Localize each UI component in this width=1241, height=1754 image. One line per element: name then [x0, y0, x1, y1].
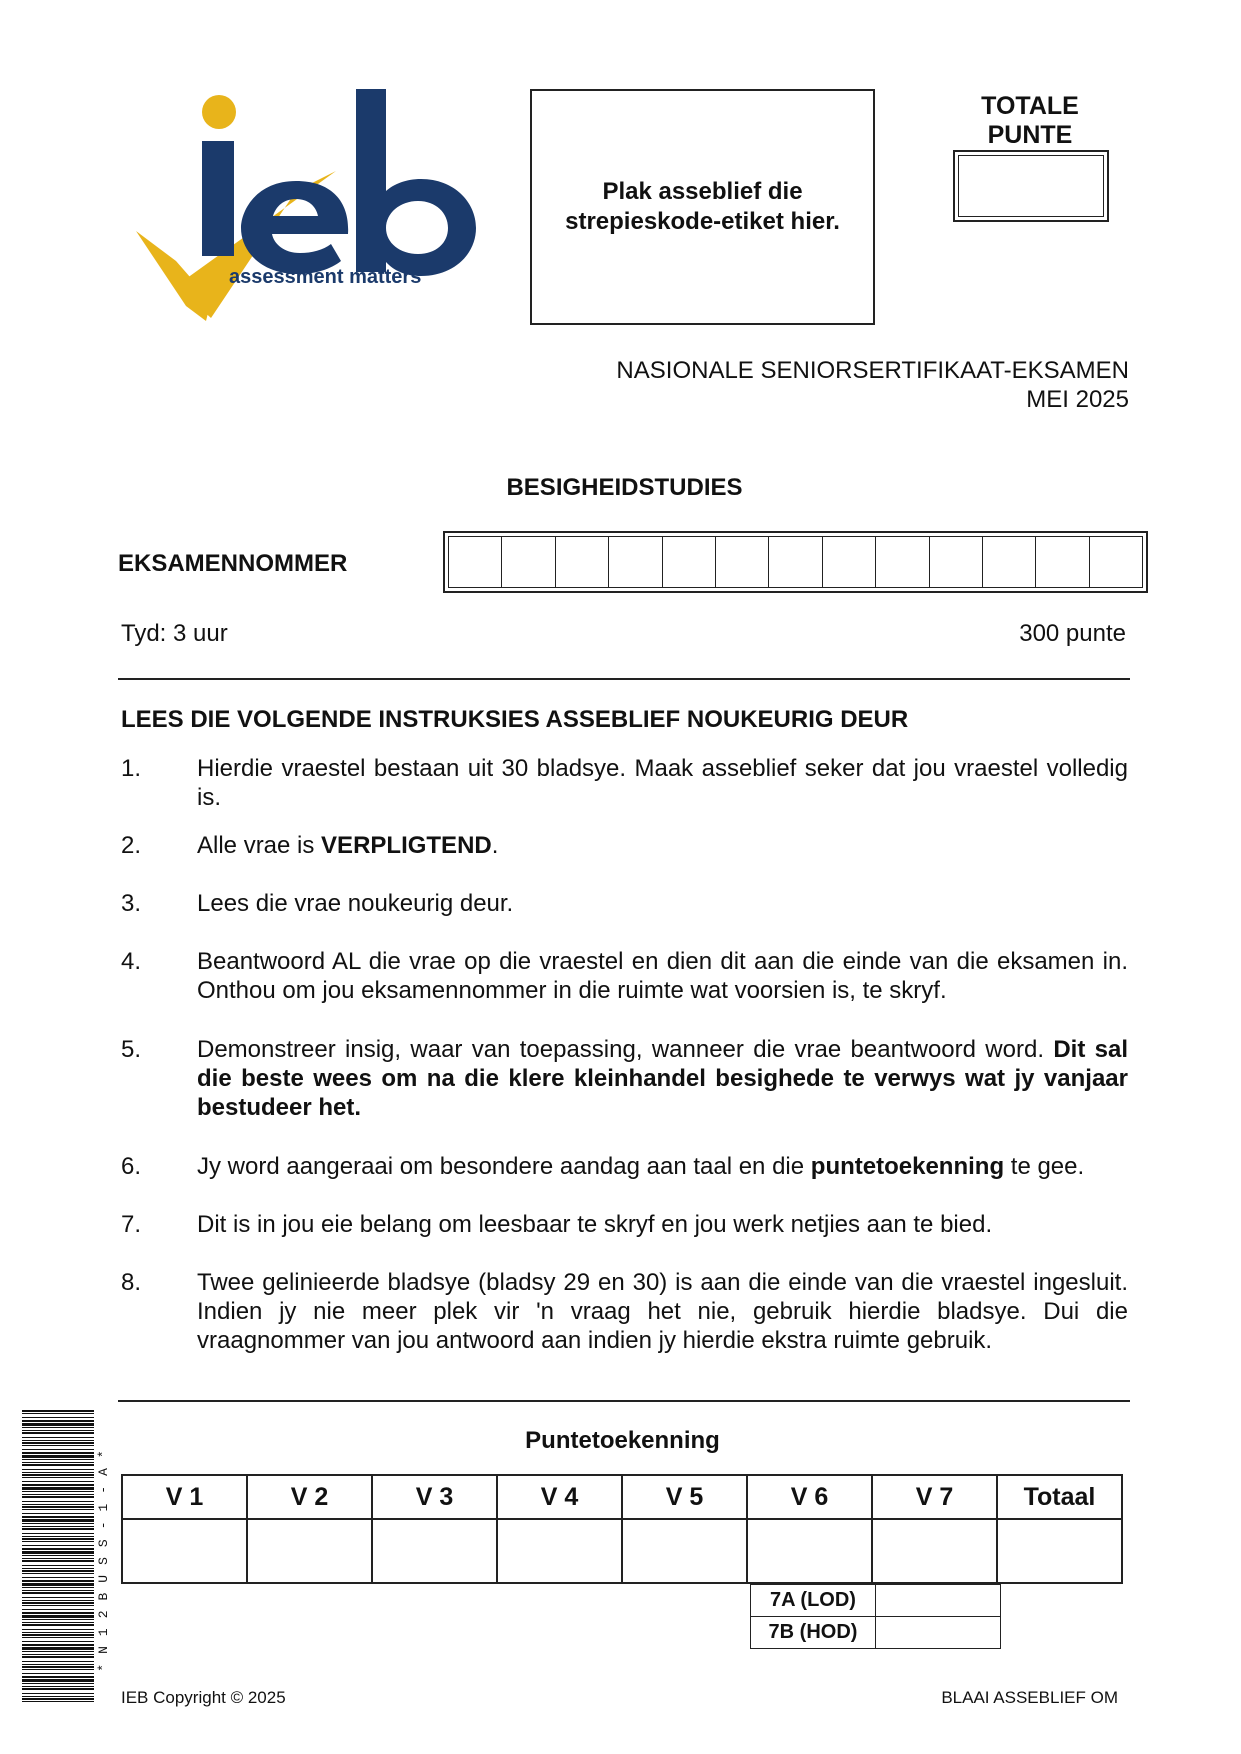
barcode-bar — [22, 1673, 94, 1674]
barcode-bar — [22, 1583, 94, 1586]
barcode-bar — [22, 1432, 94, 1434]
barcode-bar — [22, 1624, 94, 1626]
exam-number-grid[interactable] — [443, 531, 1148, 593]
barcode-bar — [22, 1472, 94, 1473]
exam-name-line1: NASIONALE SENIORSERTIFIKAAT-EKSAMEN — [616, 357, 1129, 384]
barcode-bar — [22, 1661, 94, 1662]
exam-number-cell[interactable] — [983, 537, 1036, 587]
barcode-bar — [22, 1464, 94, 1466]
instruction-item: 2. Alle vrae is VERPLIGTEND. — [121, 832, 499, 859]
barcode-bar — [22, 1629, 94, 1630]
lod-mark-cell[interactable] — [876, 1585, 1001, 1617]
barcode-bar — [22, 1651, 94, 1652]
marks-allocation-heading: Puntetoekenning — [525, 1427, 720, 1454]
barcode-bar — [22, 1545, 94, 1546]
barcode-bar — [22, 1501, 94, 1502]
barcode-bar — [22, 1683, 94, 1684]
barcode-bar — [22, 1676, 94, 1678]
hod-mark-cell[interactable] — [876, 1617, 1001, 1649]
barcode-bar — [22, 1600, 94, 1601]
barcode-bar — [22, 1580, 94, 1582]
barcode-bar — [22, 1560, 94, 1562]
barcode-bar — [22, 1533, 94, 1534]
barcode-bar — [22, 1654, 94, 1655]
instruction-item: 6. Jy word aangeraai om besondere aandag aan taal en die puntetoekenning te gee. — [121, 1153, 1085, 1180]
barcode-bar — [22, 1491, 94, 1492]
footer-turn-over: BLAAI ASSEBLIEF OM — [941, 1688, 1118, 1707]
barcode-bar — [22, 1410, 94, 1412]
column-header: V 7 — [872, 1475, 997, 1519]
lod-label: 7A (LOD) — [751, 1585, 876, 1617]
instructions-heading: LEES DIE VOLGENDE INSTRUKSIES ASSEBLIEF NOUKEURIG DEUR — [121, 706, 909, 733]
exam-number-cell[interactable] — [769, 537, 822, 587]
mark-cell[interactable] — [497, 1519, 622, 1583]
marks-allocation-table — [121, 1474, 1123, 1584]
exam-number-cell[interactable] — [1090, 537, 1142, 587]
exam-number-cell[interactable] — [663, 537, 716, 587]
barcode-bar — [22, 1587, 94, 1588]
barcode-bar — [22, 1481, 94, 1482]
column-header: V 1 — [122, 1475, 247, 1519]
mark-cell[interactable] — [122, 1519, 247, 1583]
column-header: V 6 — [747, 1475, 872, 1519]
barcode-bar — [22, 1701, 94, 1702]
barcode-bar — [22, 1605, 94, 1606]
barcode-bar — [22, 1519, 94, 1522]
barcode-bar — [22, 1637, 94, 1638]
barcode-bar — [22, 1455, 94, 1458]
barcode-bar — [22, 1615, 94, 1618]
exam-number-cell[interactable] — [1036, 537, 1089, 587]
exam-number-cell[interactable] — [716, 537, 769, 587]
side-barcode — [22, 1410, 94, 1702]
barcode-bar — [22, 1440, 94, 1441]
barcode-bar — [22, 1523, 94, 1524]
barcode-bar — [22, 1558, 94, 1559]
barcode-bar — [22, 1417, 94, 1418]
barcode-bar — [22, 1688, 94, 1690]
barcode-bar — [22, 1647, 94, 1650]
barcode-bar — [22, 1644, 94, 1646]
exam-number-cell[interactable] — [502, 537, 555, 587]
exam-number-cell[interactable] — [876, 537, 929, 587]
barcode-bar — [22, 1528, 94, 1530]
barcode-bar — [22, 1548, 94, 1550]
barcode-bar — [22, 1445, 94, 1446]
barcode-bar — [22, 1619, 94, 1620]
exam-name — [616, 356, 1129, 414]
instruction-item: 7. Dit is in jou eie belang om leesbaar te skryf en jou werk netjies aan te bied. — [121, 1211, 993, 1238]
barcode-bar — [22, 1437, 94, 1438]
barcode-bar — [22, 1459, 94, 1460]
barcode-bar — [22, 1536, 94, 1537]
moderation-table — [750, 1584, 1001, 1649]
mark-cell[interactable] — [247, 1519, 372, 1583]
instruction-item: 4. Beantwoord AL die vrae op die vraestel en dien dit aan die einde van die eksamen in. Onthou om jou eksamennommer in die ruimte wat voorsien is, te skryf. — [121, 948, 1128, 1004]
barcode-bar — [22, 1541, 94, 1542]
barcode-bar — [22, 1504, 94, 1505]
barcode-bar — [22, 1656, 94, 1658]
ieb-logo — [136, 86, 496, 326]
total-title-line1: TOTALE — [981, 92, 1079, 120]
barcode-bar — [22, 1577, 94, 1578]
barcode-bar — [22, 1632, 94, 1633]
barcode-label-box — [530, 89, 875, 325]
barcode-bar — [22, 1496, 94, 1498]
mark-cell[interactable] — [747, 1519, 872, 1583]
barcode-bar — [22, 1420, 94, 1422]
exam-number-cell[interactable] — [449, 537, 502, 587]
barcode-bar — [22, 1555, 94, 1556]
barcode-label-line1: Plak asseblief die — [602, 178, 803, 205]
barcode-bar — [22, 1423, 94, 1426]
barcode-bar — [22, 1538, 94, 1540]
barcode-bar — [22, 1698, 94, 1700]
barcode-bar — [22, 1686, 94, 1687]
barcode-bar — [22, 1462, 94, 1463]
exam-number-cell[interactable] — [823, 537, 876, 587]
barcode-bar — [22, 1526, 94, 1527]
barcode-bar — [22, 1516, 94, 1518]
barcode-bar — [22, 1664, 94, 1665]
barcode-bar — [22, 1622, 94, 1623]
barcode-bar — [22, 1449, 94, 1450]
barcode-bar — [22, 1568, 94, 1569]
barcode-bar — [22, 1696, 94, 1697]
exam-number-cell[interactable] — [930, 537, 983, 587]
instruction-item: 1. Hierdie vraestel bestaan uit 30 bladsye. Maak asseblief seker dat jou vraestel volledig is. — [121, 755, 1128, 811]
total-title-line2: PUNTE — [987, 121, 1073, 149]
divider — [118, 1400, 1130, 1402]
barcode-bar — [22, 1442, 94, 1444]
barcode-bar — [22, 1513, 94, 1514]
barcode-bar — [22, 1509, 94, 1510]
barcode-bar — [22, 1565, 94, 1566]
exam-number-cell[interactable] — [609, 537, 662, 587]
barcode-bar — [22, 1427, 94, 1428]
subject-title: BESIGHEIDSTUDIES — [506, 474, 743, 501]
barcode-bar — [22, 1666, 94, 1668]
barcode-bar — [22, 1452, 94, 1454]
instruction-item: 8. Twee gelinieerde bladsye (bladsy 29 en 30) is aan die einde van die vraestel ingesluit. Indien jy nie meer plek vir 'n vraag het nie, gebruik hierdie bladsye. Dui die vraagnommer van jou antwoord aan indien jy hierdie ekstra ruimte gebruik. — [121, 1269, 1128, 1354]
mark-cell[interactable] — [622, 1519, 747, 1583]
column-header: V 2 — [247, 1475, 372, 1519]
column-header: V 4 — [497, 1475, 622, 1519]
footer-copyright: IEB Copyright © 2025 — [121, 1688, 286, 1707]
barcode-bar — [22, 1602, 94, 1604]
hod-label: 7B (HOD) — [751, 1617, 876, 1649]
barcode-label-line2: strepieskode-etiket hier. — [565, 208, 840, 235]
barcode-bar — [22, 1612, 94, 1614]
mark-cell[interactable] — [997, 1519, 1122, 1583]
total-marks-title — [940, 92, 1120, 150]
barcode-bar — [22, 1494, 94, 1495]
barcode-bar — [22, 1477, 94, 1478]
barcode-bar — [22, 1551, 94, 1554]
mark-cell[interactable] — [372, 1519, 497, 1583]
barcode-bar — [22, 1590, 94, 1591]
barcode-bar — [22, 1484, 94, 1486]
divider — [118, 678, 1130, 680]
time-allowed: Tyd: 3 uur — [121, 620, 228, 647]
barcode-bar — [22, 1597, 94, 1598]
barcode-bar — [22, 1487, 94, 1490]
barcode-bar — [22, 1469, 94, 1470]
barcode-bar — [22, 1592, 94, 1594]
exam-number-cell[interactable] — [556, 537, 609, 587]
barcode-bar — [22, 1573, 94, 1574]
mark-cell[interactable] — [872, 1519, 997, 1583]
barcode-bar — [22, 1506, 94, 1508]
logo-tagline: assessment matters — [229, 266, 422, 288]
exam-date: MEI 2025 — [1026, 386, 1129, 413]
column-header: V 5 — [622, 1475, 747, 1519]
instruction-item: 3. Lees die vrae noukeurig deur. — [121, 890, 514, 917]
column-header: Totaal — [997, 1475, 1122, 1519]
total-marks-box[interactable] — [953, 150, 1109, 222]
barcode-bar — [22, 1693, 94, 1694]
barcode-bar — [22, 1634, 94, 1636]
ieb-logo-graphic — [136, 86, 496, 326]
barcode-bar — [22, 1641, 94, 1642]
barcode-bar — [22, 1430, 94, 1431]
barcode-bar — [22, 1413, 94, 1414]
barcode-bar — [22, 1609, 94, 1610]
instruction-item: 5. Demonstreer insig, waar van toepassing, wanneer die vrae beantwoord word. Dit sal die beste wees om na die klere kleinhandel besighede te verwys wat jy vanjaar bestudeer het. — [121, 1036, 1129, 1121]
side-barcode-text: *N12BUSS-1-A* — [96, 1440, 111, 1672]
exam-number-label: EKSAMENNOMMER — [118, 550, 348, 577]
total-marks-text: 300 punte — [1019, 620, 1126, 647]
barcode-bar — [22, 1570, 94, 1572]
column-header: V 3 — [372, 1475, 497, 1519]
barcode-bar — [22, 1679, 94, 1682]
barcode-bar — [22, 1474, 94, 1476]
barcode-bar — [22, 1669, 94, 1670]
